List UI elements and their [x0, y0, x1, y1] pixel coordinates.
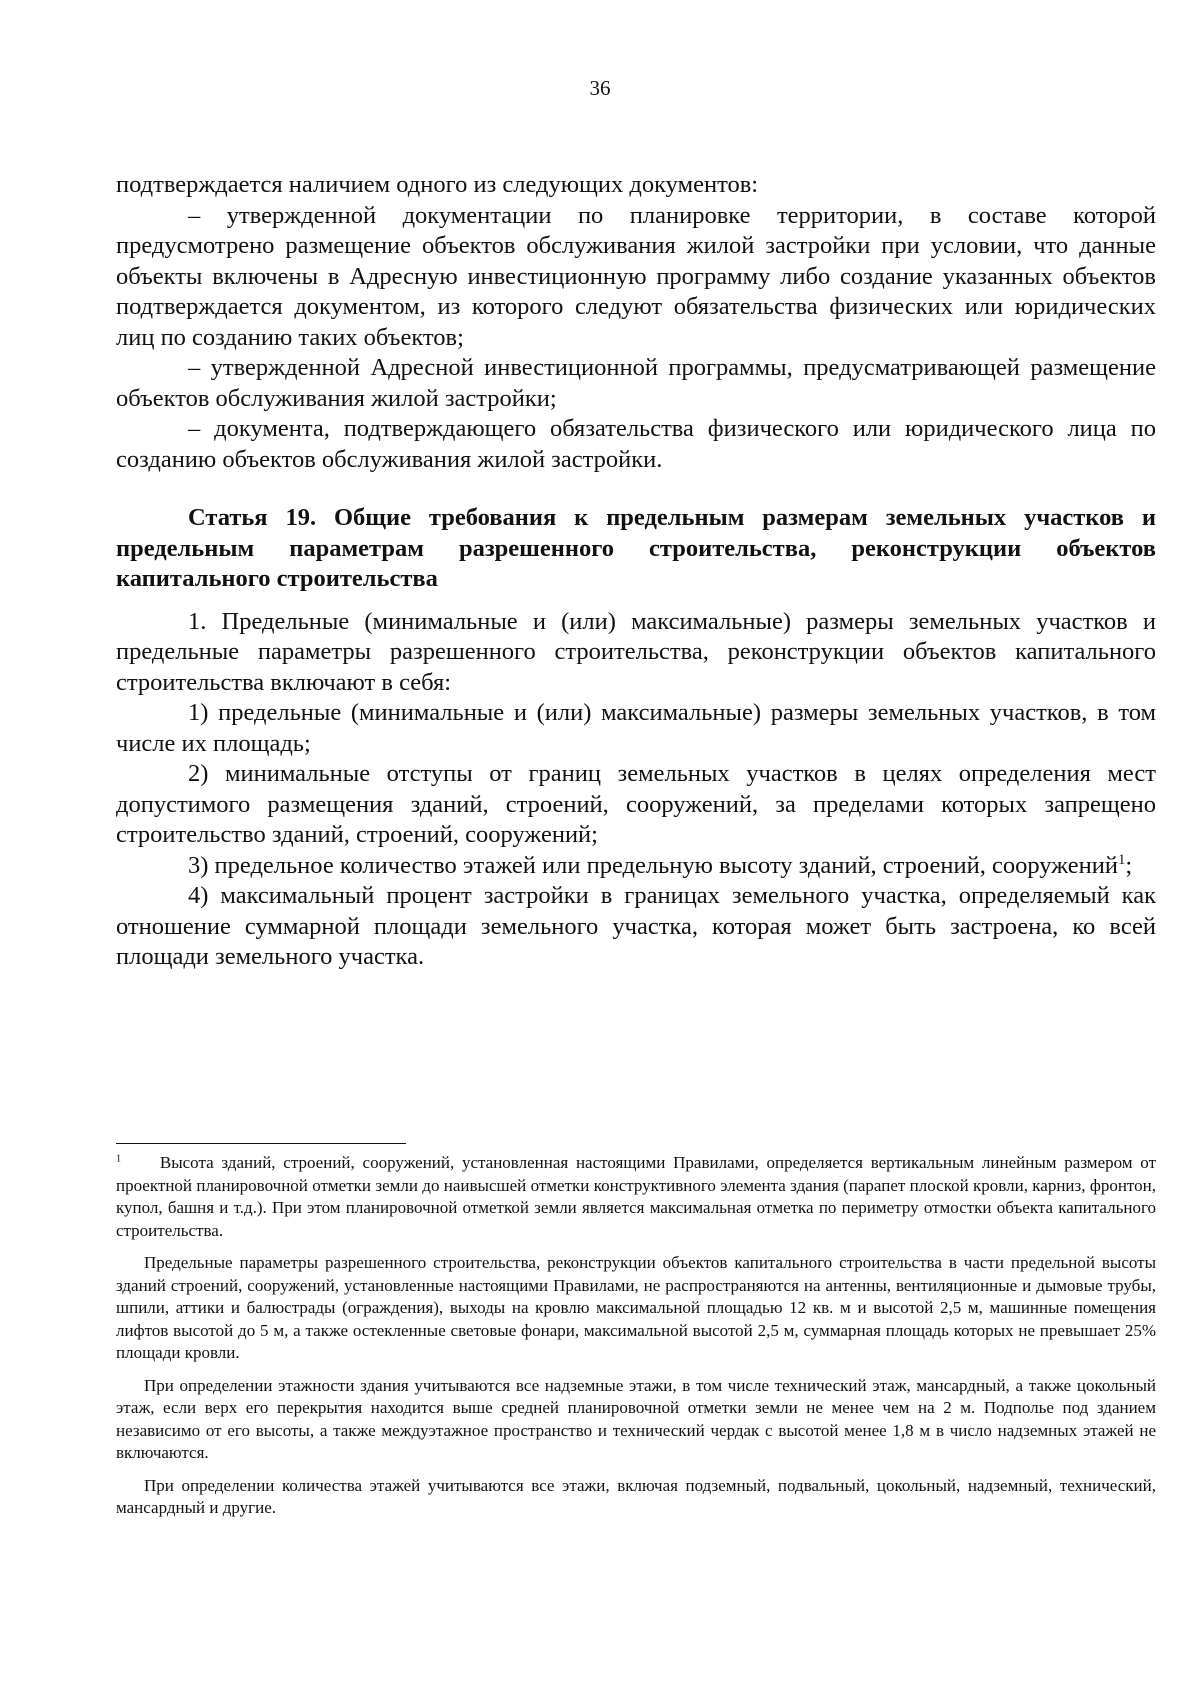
article-subitem-3 [116, 851, 1156, 882]
article-item-1: 1. Предельные (минимальные и (или) максимальные) размеры земельных участков и предельные параметры разрешенного строительства, реконструкции объектов капитального строительства включают в себя: [116, 607, 1156, 696]
article-subitem-4: 4) максимальный процент застройки в границах земельного участка, определяемый как отношение суммарной площади земельного участка, которая может быть застроена, ко всей площади земельного участка. [116, 882, 1156, 970]
article-subitem-3-text: 3) предельное количество этажей или предельную высоту зданий, строений, сооружений [188, 851, 1118, 879]
footnote-divider [116, 1143, 406, 1144]
footnote-mark: 1 [116, 1153, 122, 1165]
article-heading: Статья 19. Общие требования к предельным размерам земельных участков и предельным параметрам разрешенного строительства, реконструкции объектов капитального строительства [116, 504, 1156, 592]
article-subitem-3-tail: ; [1125, 851, 1133, 879]
article-subitem-2: 2) минимальные отступы от границ земельных участков в целях определения мест допустимого размещения зданий, строений, сооружений, за пределами которых запрещено строительство зданий, строений, сооружений; [116, 760, 1156, 848]
paragraph-bullet-1: – утвержденной документации по планировке территории, в составе которой предусмотрено размещение объектов обслуживания жилой застройки при условии, что данные объекты включены в Адресную инвестиционную программу либо создание указанных объектов подтверждается документом, из которого следуют обязательства физических или юридических лиц по созданию таких объектов; [116, 201, 1156, 351]
footnote-paragraph: При определении этажности здания учитываются все надземные этажи, в том числе технический этаж, мансардный, а также цокольный этаж, если верх его перекрытия находится выше средней планировочной отметки земли не менее чем на 2 м. Подполье под зданием независимо от его высоты, а также междуэтажное пространство и технический чердак с высотой менее 1,8 м в число надземных этажей не включаются. [116, 1375, 1156, 1462]
paragraph-intro: подтверждается наличием одного из следующих документов: [116, 171, 759, 198]
paragraph-bullet-3: – документа, подтверждающего обязательства физического или юридического лица по созданию объектов обслуживания жилой застройки. [116, 415, 1156, 473]
footnotes [116, 1143, 1156, 1530]
footnote-1-text: Высота зданий, строений, сооружений, установленная настоящими Правилами, определяется вертикальным линейным размером от проектной планировочной отметки земли до наивысшей отметки конструктивного элемента здания (парапет плоской кровли, карниз, фронтон, купол, башня и т.д.). При этом планировочной отметкой земли является максимальная отметка по периметру отмостки объекта капитального строительства. [116, 1153, 1157, 1240]
body-text [116, 170, 1156, 973]
footnote-paragraph: Предельные параметры разрешенного строительства, реконструкции объектов капитального строительства в части предельной высоты зданий строений, сооружений, установленные настоящими Правилами, не распространяются на антенны, вентиляционные и дымовые трубы, шпили, аттики и балюстрады (ограждения), выходы на кровлю максимальной площадью 12 кв. м и высотой 2,5 м, машинные помещения лифтов высотой до 5 м, а также остекленные световые фонари, максимальной высотой 2,5 м, суммарная площадь которых не превышает 25% площади кровли. [116, 1253, 1156, 1362]
footnote-reference[interactable]: 1 [1117, 851, 1126, 868]
article-subitem-1: 1) предельные (минимальные и (или) максимальные) размеры земельных участков, в том числе их площадь; [116, 699, 1156, 757]
paragraph-bullet-2: – утвержденной Адресной инвестиционной программы, предусматривающей размещение объектов обслуживания жилой застройки; [116, 354, 1156, 412]
footnote-1 [116, 1152, 1156, 1242]
footnote-paragraph: При определении количества этажей учитываются все этажи, включая подземный, подвальный, цокольный, надземный, технический, мансардный и другие. [116, 1475, 1156, 1517]
page-number: 36 [589, 76, 611, 100]
